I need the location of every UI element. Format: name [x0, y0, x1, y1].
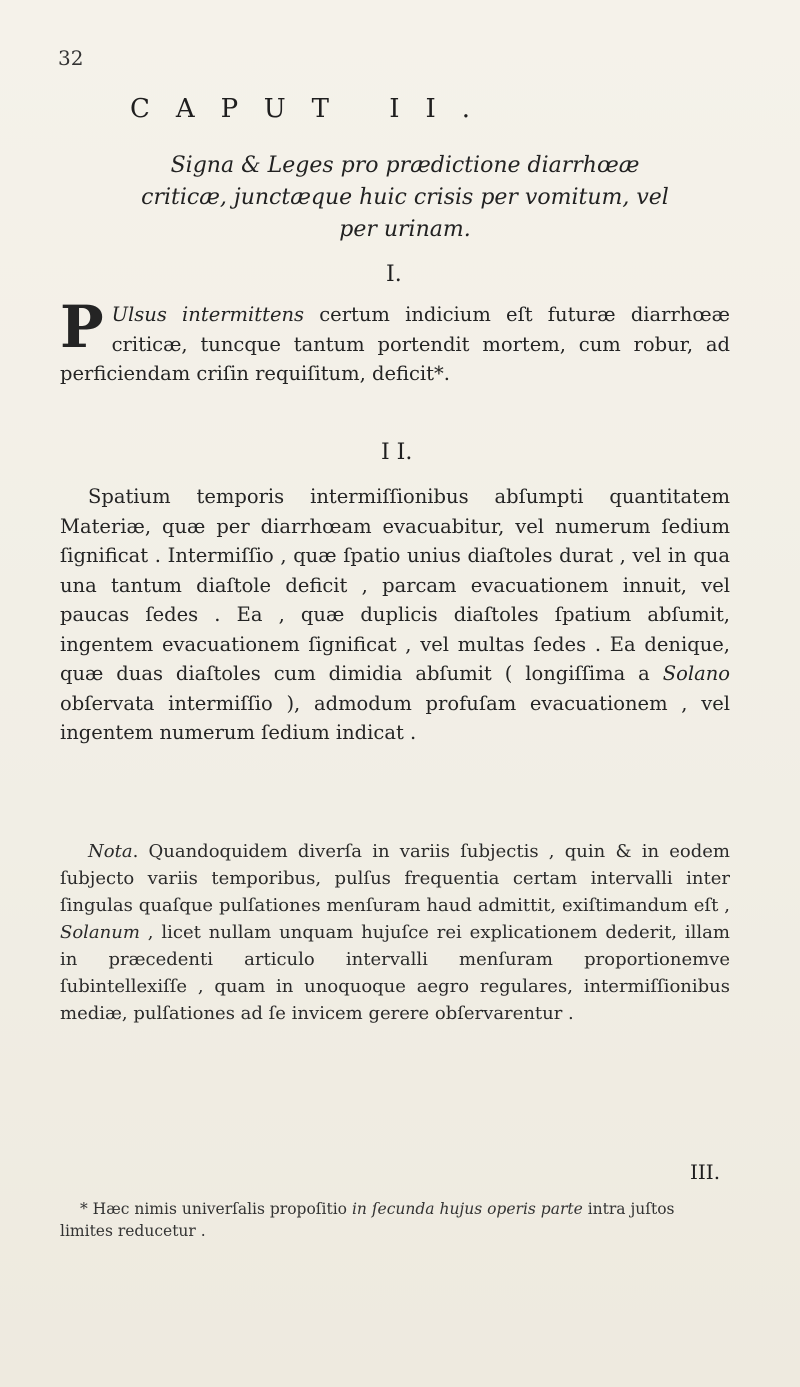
section-2-paragraph: [60, 482, 730, 748]
footnote-text-b: intra juſtos limites reducetur .: [60, 1200, 675, 1240]
section-1-lead: Ulsus intermittens: [111, 303, 305, 326]
section-1-text: certum indicium eſt futuræ diarrhœæ criticæ, tuncque tantum portendit mortem, cum robur, ad perficiendam criſin requiſitum, deficit*.: [60, 303, 730, 385]
section-2-text-b: obſervata intermiſſio ), admodum profuſam evacuationem , vel ingentem numerum ſedium indicat .: [60, 691, 730, 744]
section-number-2: I I.: [381, 440, 413, 465]
drop-cap: P: [60, 293, 104, 361]
chapter-title: CAPUT II.: [130, 94, 497, 124]
footnote: [60, 1198, 730, 1242]
section-2-italic: Solano: [662, 662, 730, 685]
nota-text-b: , licet nullam unquam hujuſce rei explicationem dederit, illam in præcedenti articulo intervalli menſuram proportionemve ſubintellexiſſe , quam in unoquoque aegro regulares, intermiſſionibus mediæ, pulſationes ad ſe invicem gerere obſervarentur .: [60, 922, 730, 1024]
footnote-italic: in ſecunda hujus operis parte: [351, 1200, 583, 1218]
section-1-paragraph: [60, 293, 730, 389]
chapter-subtitle: Signa & Leges pro prædictione diarrhœæ criticæ, junctæque huic crisis per vomitum, vel per urinam.: [141, 153, 669, 242]
section-number-3: III.: [690, 1160, 721, 1184]
nota-paragraph: [60, 838, 730, 1027]
nota-italic: Solanum: [60, 922, 140, 943]
footnote-text-a: * Hæc nimis univerſalis propoſitio: [80, 1200, 352, 1218]
nota-text-a: . Quandoquidem diverſa in variis ſubjectis , quin & in eodem ſubjecto variis temporibus, pulſus frequentia certam intervalli inter ſingulas quaſque pulſationes menſuram haud admittit, exiſtimandum eſt ,: [60, 841, 730, 916]
section-number-1: I.: [386, 262, 402, 287]
page-number: 32: [58, 46, 84, 70]
nota-label: Nota: [88, 841, 133, 862]
section-2-text-a: Spatium temporis intermiſſionibus abſumpti quantitatem Materiæ, quæ per diarrhœam evacuabitur, vel numerum ſedium ſignificat . Intermiſſio , quæ ſpatio unius diaſtoles durat , vel in qua una tantum diaſtole deficit , parcam evacuationem innuit, vel paucas ſedes . Ea , quæ duplicis diaſtoles ſpatium abſumit, ingentem evacuationem ſignificat , vel multas ſedes . Ea denique, quæ duas diaſtoles cum dimidia abſumit ( longiſſima a: [60, 485, 730, 685]
